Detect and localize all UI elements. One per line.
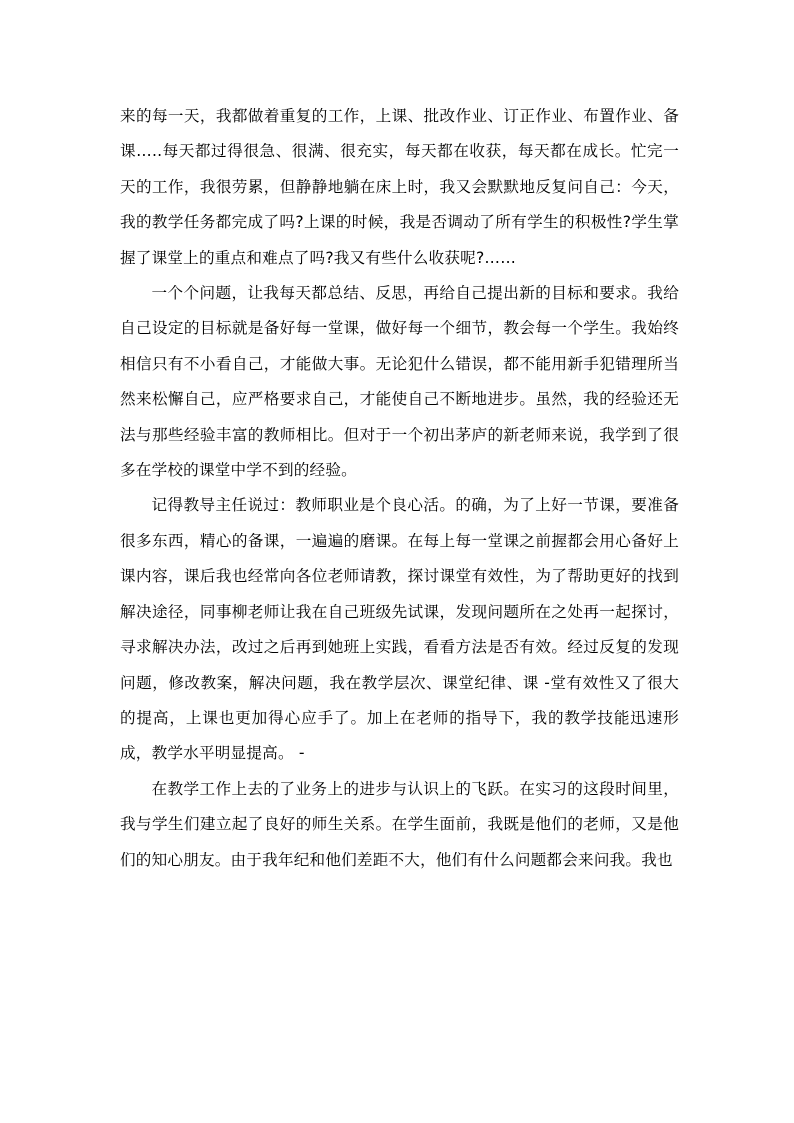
paragraph: 一个个问题，让我每天都总结、反思，再给自己提出新的目标和要求。我给自己设定的目标就是备好每一堂课，做好每一个细节，教会每一个学生。我始终相信只有不小看自己，才能做大事。无论犯什么错误，都不能用新手犯错理所当然来松懈自己，应严格要求自己，才能使自己不断地进步。虽然，我的经验还无法与那些经验丰富的教师相比。但对于一个初出茅庐的新老师来说，我学到了很多在学校的课堂中学不到的经验。: [120, 284, 679, 480]
paragraph: 在教学工作上去的了业务上的进步与认识上的飞跃。在实习的这段时间里，我与学生们建立起了良好的师生关系。在学生面前，我既是他们的老师，又是他们的知心朋友。由于我年纪和他们差距不大，他们有什么问题都会来问我。我也: [120, 779, 679, 869]
paragraph: 来的每一天，我都做着重复的工作，上课、批改作业、订正作业、布置作业、备课…..每天都过得很急、很满、很充实，每天都在收获，每天都在成长。忙完一天的工作，我很劳累，但静静地躺在床上时，我又会默默地反复问自己：今天，我的教学任务都完成了吗?上课的时候，我是否调动了所有学生的积极性?学生掌握了课堂上的重点和难点了吗?我又有些什么收获呢?……: [120, 107, 679, 267]
paragraph: 记得教导主任说过：教师职业是个良心活。的确，为了上好一节课，要准备很多东西，精心的备课，一遍遍的磨课。在每上每一堂课之前握都会用心备好上课内容，课后我也经常向各位老师请教，探讨课堂有效性，为了帮助更好的找到解决途径，同事柳老师让我在自己班级先试课，发现问题所在之处再一起探讨，寻求解决办法，改过之后再到她班上实践，看看方法是否有效。经过反复的发现问题，修改教案，解决问题，我在教学层次、课堂纪律、课 -堂有效性又了很大的提高，上课也更加得心应手了。加上在老师的指导下，我的教学技能迅速形成，教学水平明显提高。 -: [120, 496, 679, 763]
body-text: [120, 99, 679, 878]
